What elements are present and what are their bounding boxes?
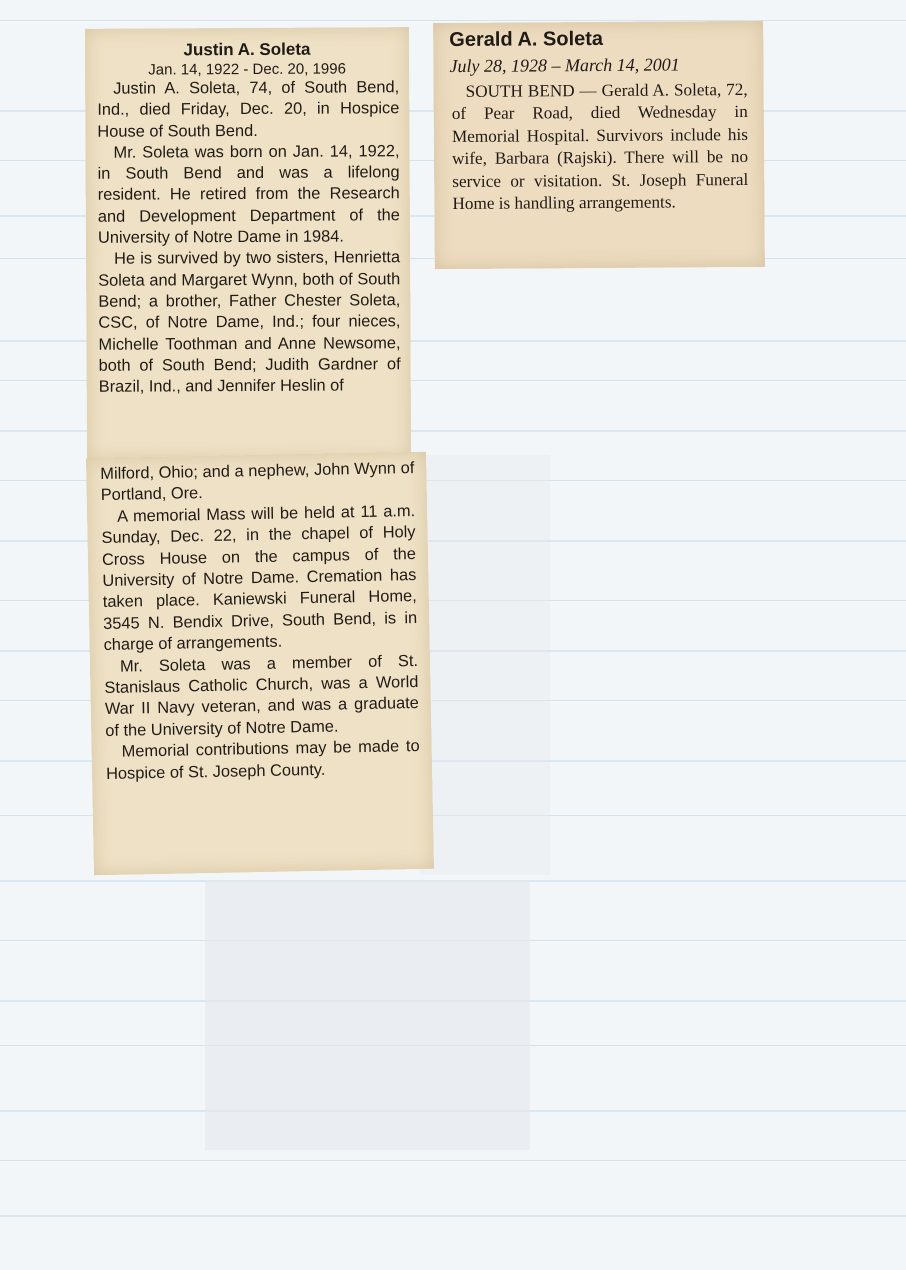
obituary-paragraph: A memorial Mass will be held at 11 a.m. Sunday, Dec. 22, in the chapel of Holy Cross House on the campus of the University of Notre Dame. Cremation has taken place. Kaniewski Funeral Home, 3545 N. Bendix Drive, South Bend, is in charge of arrangements.	[101, 501, 418, 655]
obituary-paragraph: Memorial contributions may be made to Hospice of St. Joseph County.	[105, 737, 420, 783]
obituary-paragraph: Justin A. Soleta, 74, of South Bend, Ind., died Friday, Dec. 20, in Hospice House of South Bend.	[97, 78, 400, 141]
obituary-dates: Jan. 14, 1922 - Dec. 20, 1996	[148, 60, 346, 79]
obituary-clipping-gerald	[433, 21, 765, 269]
obituary-name: Gerald A. Soleta	[449, 27, 604, 52]
obituary-paragraph: Mr. Soleta was a member of St. Stanislaus Catholic Church, was a World War II Navy veteran, and was a graduate of the University of Notre Dame.	[104, 651, 419, 740]
obituary-dates: July 28, 1928 – March 14, 2001	[449, 54, 680, 77]
obituary-paragraph: He is survived by two sisters, Henrietta Soleta and Margaret Wynn, both of South Bend; a brother, Father Chester Soleta, CSC, of Notre Dame, Ind.; four nieces, Michelle Toothman and Anne Newsome, both of South Bend; Judith Gardner of Brazil, Ind., and Jennifer Heslin of	[98, 248, 401, 396]
obituary-paragraph: SOUTH BEND — Gerald A. Soleta, 72, of Pear Road, died Wednesday in Memorial Hospital. Survivors include his wife, Barbara (Rajski). There will be no service or visitation. St. Joseph Funeral Home is handling arrangements.	[451, 79, 749, 214]
obituary-paragraph: Milford, Ohio; and a nephew, John Wynn of Portland, Ore.	[100, 459, 415, 505]
obituary-clipping-justin-bottom	[86, 452, 434, 875]
obituary-paragraph: Mr. Soleta was born on Jan. 14, 1922, in South Bend and was a lifelong resident. He retired from the Research and Development Department of the University of Notre Dame in 1984.	[97, 142, 400, 247]
obituary-clipping-justin-top	[85, 27, 411, 461]
obituary-name: Justin A. Soleta	[183, 39, 311, 60]
